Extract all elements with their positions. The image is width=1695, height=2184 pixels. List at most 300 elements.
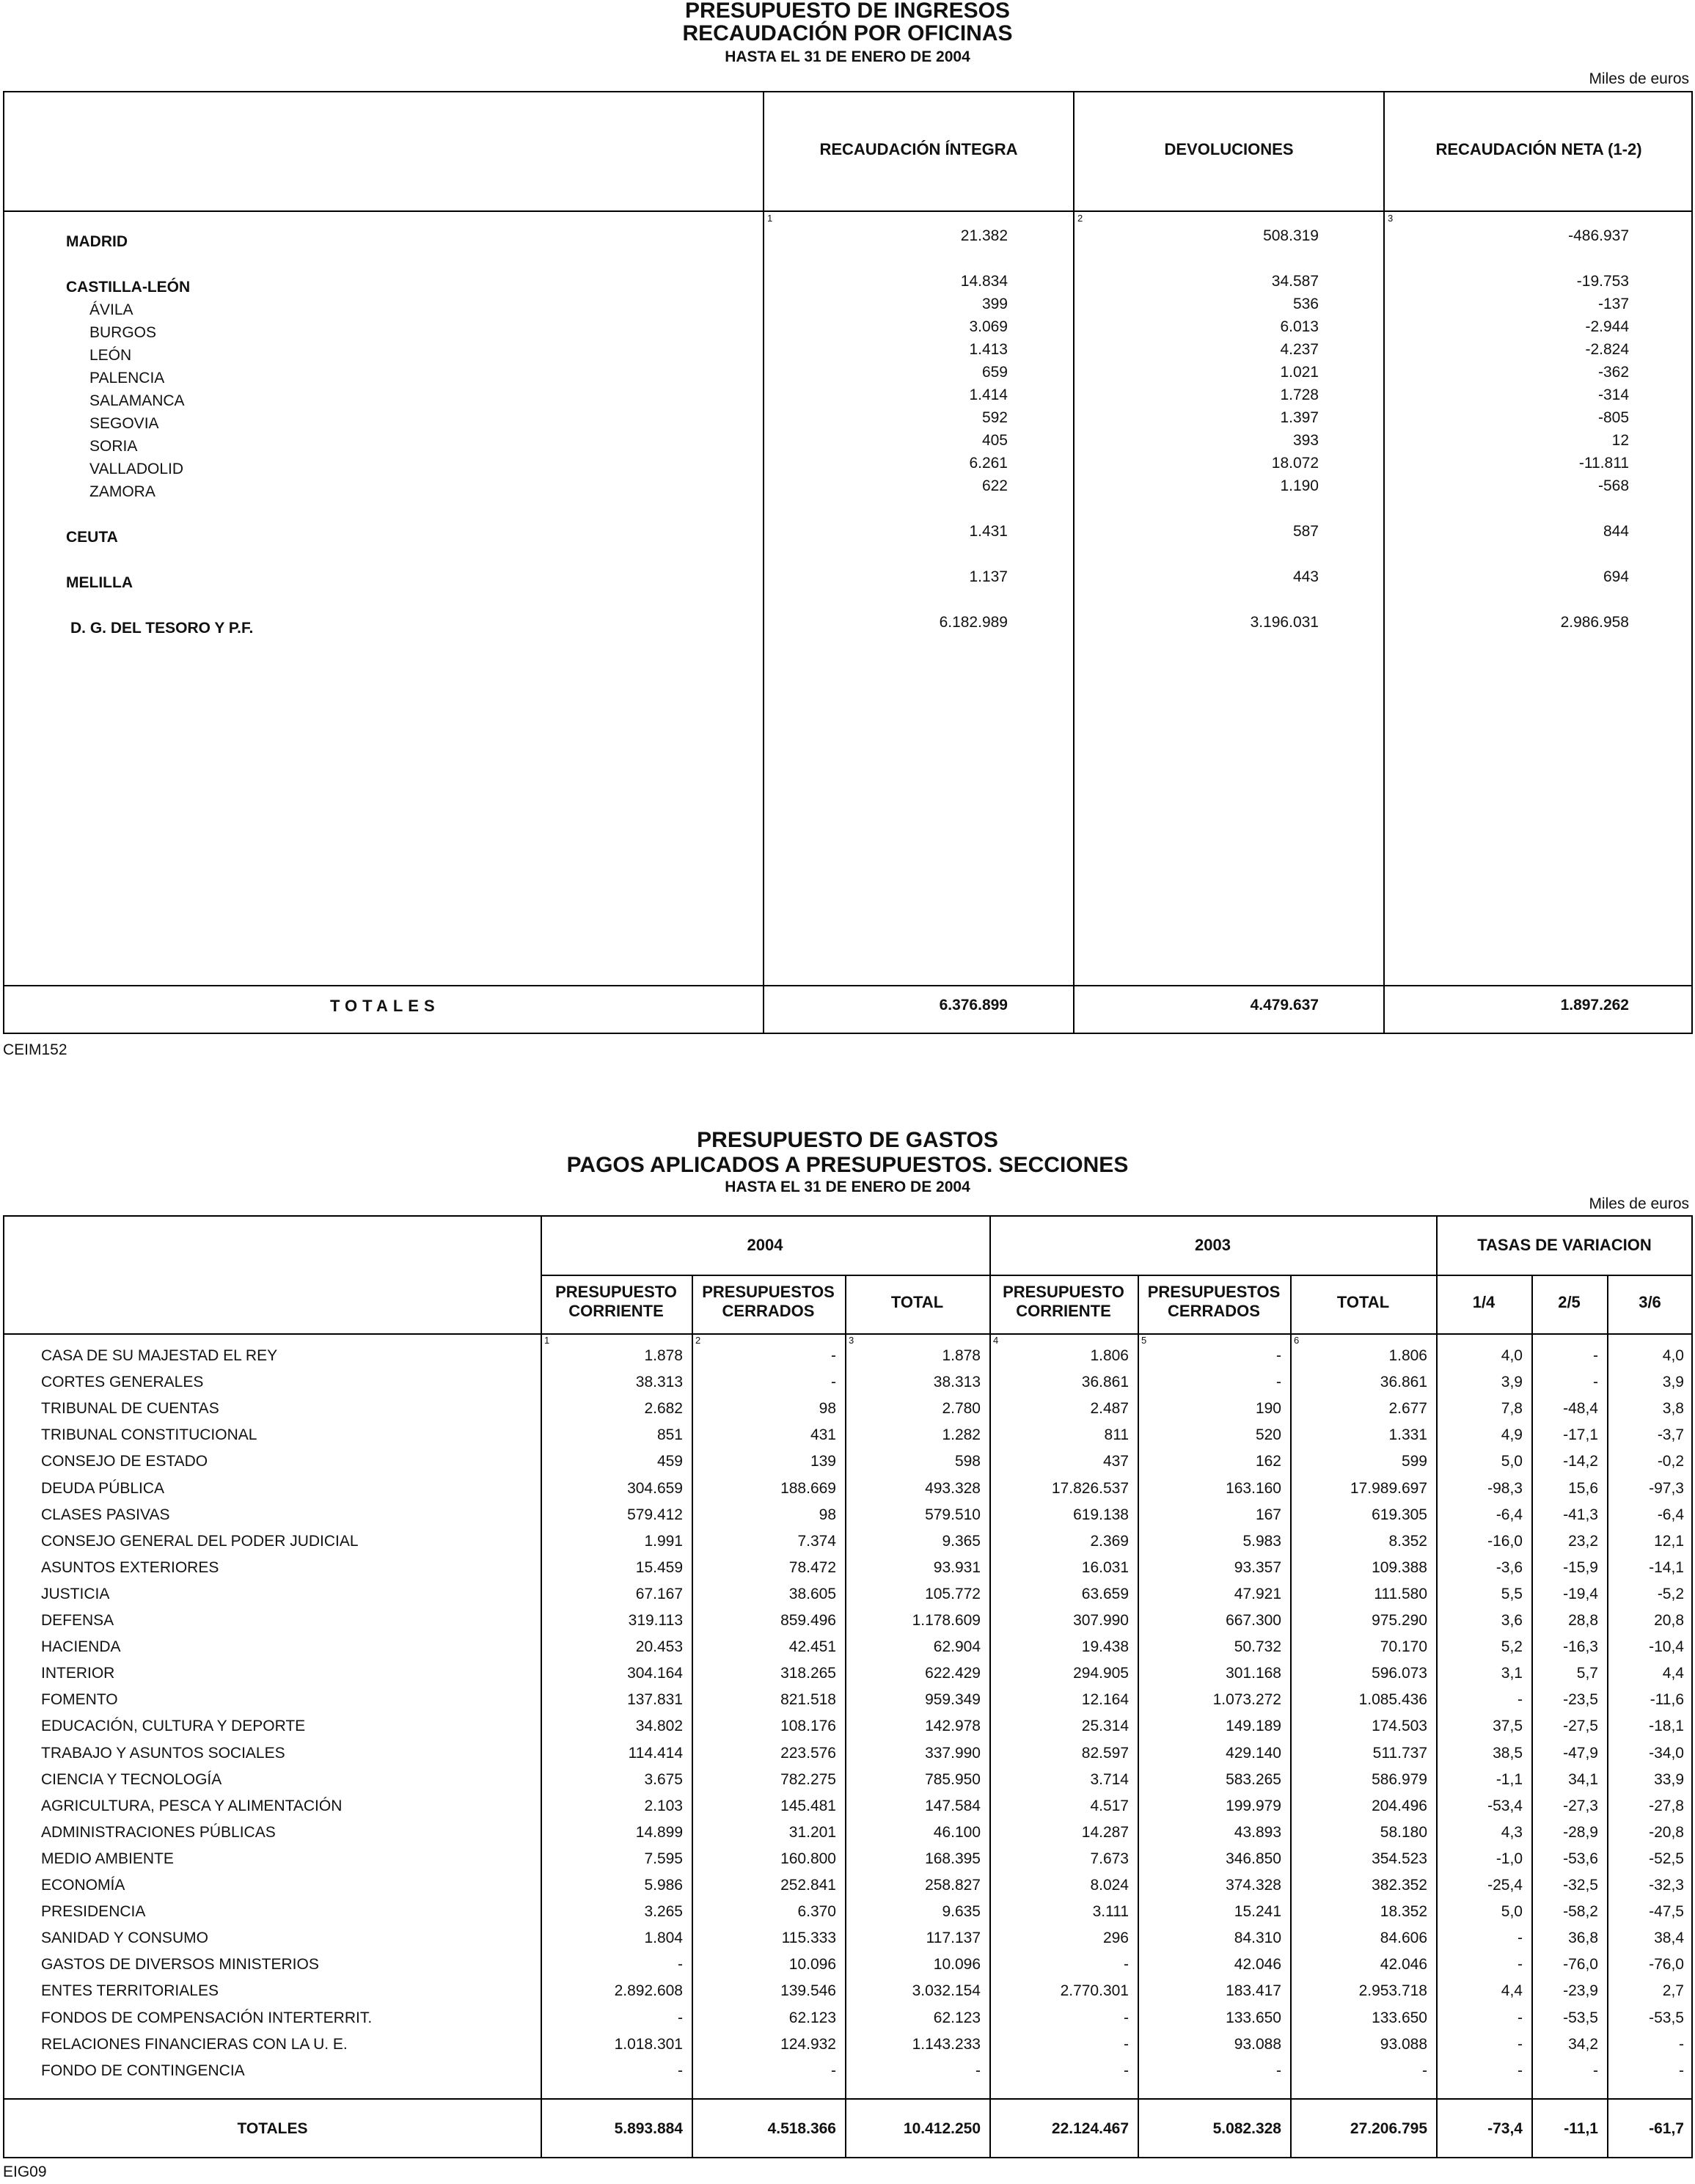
- gastos-column-header-line: CERRADOS: [1168, 1302, 1260, 1320]
- gastos-column-header-line: 3/6: [1639, 1293, 1661, 1311]
- ingresos-cell: 659: [981, 364, 1008, 381]
- ingresos-cell: 1.137: [969, 568, 1008, 585]
- gastos-cell: 3.032.154: [912, 1982, 981, 1999]
- ingresos-cell: 694: [1603, 568, 1629, 585]
- ingresos-column-number: 1: [767, 213, 773, 224]
- ingresos-header-recaudacion-integra: RECAUDACIÓN ÍNTEGRA: [819, 140, 1018, 158]
- gastos-cell: 42.046: [1380, 1956, 1427, 1973]
- gastos-column-header-line: PRESUPUESTO: [1003, 1283, 1124, 1301]
- gastos-cell: 23,2: [1568, 1533, 1598, 1550]
- ingresos-date: HASTA EL 31 DE ENERO DE 2004: [725, 48, 970, 65]
- gastos-cell: 296: [1102, 1930, 1129, 1946]
- gastos-column-header: [989, 1283, 1138, 1321]
- gastos-row-label: CONSEJO GENERAL DEL PODER JUDICIAL: [41, 1533, 359, 1550]
- gastos-cell: 19.438: [1081, 1638, 1129, 1655]
- ingresos-column-number: 2: [1077, 213, 1083, 224]
- gastos-cell: 142.978: [925, 1718, 981, 1734]
- gastos-cell: 859.496: [780, 1612, 836, 1629]
- gastos-cell: 3,6: [1501, 1612, 1523, 1629]
- gastos-cell: -11,6: [1650, 1691, 1684, 1708]
- gastos-cell: 851: [656, 1426, 683, 1443]
- gastos-cell: 42.046: [1234, 1956, 1281, 1973]
- gastos-cell: 163.160: [1226, 1480, 1281, 1497]
- gastos-cell: 114.414: [628, 1745, 683, 1762]
- gastos-cell: 36.861: [1380, 1374, 1427, 1390]
- ingresos-header-devoluciones: DEVOLUCIONES: [1164, 140, 1294, 158]
- gastos-cell: 2.780: [942, 1400, 981, 1417]
- gastos-cell: 598: [954, 1453, 981, 1470]
- gastos-cell: -1,1: [1496, 1771, 1523, 1788]
- gastos-units: Miles de euros: [1589, 1195, 1689, 1212]
- gastos-cell: -20,8: [1649, 1824, 1684, 1841]
- gastos-cell: 147.584: [925, 1798, 981, 1814]
- ingresos-column-number: 3: [1388, 213, 1394, 224]
- gastos-cell: 12.164: [1081, 1691, 1129, 1708]
- gastos-cell: -16,3: [1563, 1638, 1598, 1655]
- gastos-row-label: CONSEJO DE ESTADO: [41, 1453, 208, 1470]
- gastos-cell: -97,3: [1649, 1480, 1684, 1497]
- gastos-total-cell: 22.124.467: [1051, 2120, 1129, 2137]
- gastos-cell: 579.412: [627, 1506, 683, 1523]
- gastos-cell: 9.365: [942, 1533, 981, 1550]
- gastos-row-label: FOMENTO: [41, 1691, 118, 1708]
- gastos-cell: 619.305: [1372, 1506, 1427, 1523]
- gastos-cell: -: [1276, 1374, 1281, 1390]
- gastos-cell: 493.328: [925, 1480, 981, 1497]
- gastos-cell: -: [1593, 1347, 1598, 1364]
- gastos-row-label: TRABAJO Y ASUNTOS SOCIALES: [41, 1745, 285, 1762]
- gastos-cell: 319.113: [628, 1612, 683, 1629]
- gastos-cell: -3,6: [1496, 1559, 1523, 1576]
- gastos-cell: 38.605: [788, 1586, 836, 1602]
- gastos-date: HASTA EL 31 DE ENERO DE 2004: [725, 1179, 970, 1195]
- gastos-cell: -: [831, 1374, 836, 1390]
- gastos-column-number: 5: [1141, 1335, 1147, 1346]
- gastos-cell: 188.669: [780, 1480, 836, 1497]
- gastos-column-header: [1607, 1293, 1693, 1312]
- gastos-cell: 1.331: [1388, 1426, 1427, 1443]
- gastos-column-header: [1531, 1293, 1607, 1312]
- gastos-cell: 20,8: [1654, 1612, 1684, 1629]
- gastos-cell: 183.417: [1226, 1982, 1281, 1999]
- ingresos-cell: 1.431: [969, 523, 1008, 540]
- gastos-cell: 145.481: [780, 1798, 836, 1814]
- gastos-cell: 258.827: [925, 1877, 981, 1894]
- gastos-cell: 28,8: [1568, 1612, 1598, 1629]
- ingresos-row-label: SORIA: [89, 438, 138, 455]
- gastos-cell: -58,2: [1563, 1903, 1598, 1920]
- gastos-column-number: 6: [1294, 1335, 1300, 1346]
- ingresos-row-label: PALENCIA: [89, 370, 165, 386]
- gastos-row-label: SANIDAD Y CONSUMO: [41, 1930, 208, 1946]
- gastos-cell: 7.673: [1090, 1850, 1129, 1867]
- gastos-cell: 1.804: [644, 1930, 683, 1946]
- gastos-cell: 9.635: [942, 1903, 981, 1920]
- gastos-total-cell: 27.206.795: [1350, 2120, 1427, 2137]
- gastos-cell: 167: [1255, 1506, 1281, 1523]
- gastos-cell: -76,0: [1649, 1956, 1684, 1973]
- gastos-cell: 7,8: [1501, 1400, 1523, 1417]
- gastos-cell: 2.682: [644, 1400, 683, 1417]
- gastos-cell: 307.990: [1073, 1612, 1129, 1629]
- gastos-cell: 14.287: [1081, 1824, 1129, 1841]
- gastos-cell: 17.826.537: [1051, 1480, 1129, 1497]
- gastos-cell: -47,5: [1649, 1903, 1684, 1920]
- gastos-cell: 98: [819, 1506, 836, 1523]
- gastos-cell: 204.496: [1372, 1798, 1427, 1814]
- gastos-col-divider: [1290, 1275, 1292, 2157]
- gastos-cell: -19,4: [1563, 1586, 1598, 1602]
- ingresos-cell: 21.382: [960, 227, 1008, 244]
- gastos-cell: 667.300: [1226, 1612, 1281, 1629]
- gastos-cell: -6,4: [1657, 1506, 1684, 1523]
- gastos-cell: 43.893: [1234, 1824, 1281, 1841]
- gastos-cell: -: [1124, 2062, 1129, 2079]
- gastos-cell: -10,4: [1649, 1638, 1684, 1655]
- gastos-cell: -53,6: [1563, 1850, 1598, 1867]
- gastos-cell: 3.111: [1092, 1903, 1129, 1920]
- gastos-cell: 599: [1401, 1453, 1427, 1470]
- gastos-cell: 93.088: [1380, 2036, 1427, 2053]
- gastos-cell: -: [1518, 1956, 1523, 1973]
- gastos-cell: 1.806: [1388, 1347, 1427, 1364]
- ingresos-cell: 508.319: [1263, 227, 1319, 244]
- gastos-cell: -: [1593, 2062, 1598, 2079]
- ingresos-cell: 1.021: [1280, 364, 1319, 381]
- ingresos-row-label: SEGOVIA: [89, 415, 159, 432]
- gastos-cell: 5.986: [644, 1877, 683, 1894]
- gastos-cell: -: [1679, 2062, 1684, 2079]
- ingresos-cell: 12: [1611, 432, 1629, 449]
- gastos-cell: 622.429: [925, 1665, 981, 1682]
- ingresos-row-label: SALAMANCA: [89, 392, 185, 409]
- gastos-row-label: FONDOS DE COMPENSACIÓN INTERTERRIT.: [41, 2009, 373, 2026]
- gastos-cell: 7.374: [797, 1533, 836, 1550]
- gastos-cell: -17,1: [1563, 1426, 1598, 1443]
- gastos-cell: 14.899: [635, 1824, 683, 1841]
- gastos-cell: -3,7: [1657, 1426, 1684, 1443]
- ingresos-cell: -805: [1597, 409, 1629, 426]
- gastos-group-divider: [541, 1275, 1691, 1276]
- gastos-cell: -: [678, 2062, 683, 2079]
- gastos-cell: 1.282: [942, 1426, 981, 1443]
- ingresos-cell: 6.182.989: [939, 614, 1008, 631]
- gastos-cell: 93.357: [1234, 1559, 1281, 1576]
- gastos-cell: -28,9: [1563, 1824, 1598, 1841]
- gastos-cell: 3.265: [644, 1903, 683, 1920]
- gastos-cell: -: [1518, 2009, 1523, 2026]
- gastos-column-header-line: CORRIENTE: [1016, 1302, 1111, 1320]
- gastos-cell: 374.328: [1226, 1877, 1281, 1894]
- gastos-cell: 6.370: [797, 1903, 836, 1920]
- gastos-total-cell: -61,7: [1649, 2120, 1684, 2137]
- gastos-column-number: 3: [849, 1335, 854, 1346]
- gastos-row-label: ECONOMÍA: [41, 1877, 125, 1894]
- gastos-cell: 811: [1104, 1426, 1129, 1443]
- gastos-column-header: [692, 1283, 845, 1321]
- gastos-total-cell: 10.412.250: [903, 2120, 981, 2137]
- gastos-column-header: [1290, 1293, 1436, 1312]
- gastos-row-label: ADMINISTRACIONES PÚBLICAS: [41, 1824, 276, 1841]
- gastos-cell: -27,5: [1563, 1718, 1598, 1734]
- ingresos-cell: -19.753: [1576, 273, 1629, 290]
- gastos-cell: 785.950: [925, 1771, 981, 1788]
- gastos-column-header-line: 1/4: [1472, 1293, 1496, 1311]
- gastos-cell: -: [1124, 2036, 1129, 2053]
- ingresos-cell: 622: [981, 477, 1008, 494]
- gastos-cell: 5,0: [1501, 1903, 1523, 1920]
- gastos-cell: -23,5: [1563, 1691, 1598, 1708]
- gastos-cell: 82.597: [1081, 1745, 1129, 1762]
- ingresos-col-divider: [1073, 92, 1075, 1033]
- gastos-cell: 84.310: [1234, 1930, 1281, 1946]
- gastos-cell: 5,5: [1501, 1586, 1523, 1602]
- gastos-cell: 619.138: [1073, 1506, 1129, 1523]
- ingresos-cell: -2.824: [1585, 341, 1629, 358]
- ingresos-col-divider: [763, 92, 764, 1033]
- gastos-cell: 17.989.697: [1350, 1480, 1427, 1497]
- gastos-cell: 337.990: [925, 1745, 981, 1762]
- ingresos-table: [3, 91, 1693, 1034]
- ingresos-cell: 1.190: [1280, 477, 1319, 494]
- gastos-cell: 38.313: [635, 1374, 683, 1390]
- gastos-column-header-line: CERRADOS: [722, 1302, 815, 1320]
- ingresos-cell: 536: [1292, 296, 1319, 312]
- gastos-cell: 431: [810, 1426, 836, 1443]
- gastos-group-header: 2003: [1195, 1236, 1231, 1254]
- gastos-cell: 3.675: [644, 1771, 683, 1788]
- gastos-cell: 46.100: [933, 1824, 981, 1841]
- gastos-cell: 1.085.436: [1358, 1691, 1427, 1708]
- ingresos-cell: 1.414: [969, 386, 1008, 403]
- gastos-cell: 115.333: [781, 1930, 836, 1946]
- gastos-cell: 1.073.272: [1212, 1691, 1281, 1708]
- gastos-column-header: [541, 1283, 692, 1321]
- gastos-cell: 583.265: [1226, 1771, 1281, 1788]
- gastos-column-header-line: PRESUPUESTO: [555, 1283, 677, 1301]
- gastos-cell: 1.991: [644, 1533, 683, 1550]
- gastos-cell: 31.201: [788, 1824, 836, 1841]
- gastos-cell: 3,8: [1662, 1400, 1684, 1417]
- ingresos-total-neta: 1.897.262: [1560, 997, 1629, 1014]
- gastos-cell: 2.487: [1090, 1400, 1129, 1417]
- ingresos-cell: 587: [1292, 523, 1319, 540]
- gastos-cell: 162: [1255, 1453, 1281, 1470]
- gastos-cell: 47.921: [1234, 1586, 1281, 1602]
- gastos-cell: 437: [1102, 1453, 1129, 1470]
- gastos-cell: 190: [1255, 1400, 1281, 1417]
- gastos-cell: -53,5: [1649, 2009, 1684, 2026]
- ingresos-col-divider: [1383, 92, 1385, 1033]
- gastos-cell: 78.472: [788, 1559, 836, 1576]
- gastos-row-label: JUSTICIA: [41, 1586, 110, 1602]
- gastos-row-label: CLASES PASIVAS: [41, 1506, 170, 1523]
- ingresos-cell: 1.397: [1280, 409, 1319, 426]
- gastos-row-label: GASTOS DE DIVERSOS MINISTERIOS: [41, 1956, 319, 1973]
- ingresos-header-divider: [4, 210, 1691, 212]
- gastos-cell: 174.503: [1372, 1718, 1427, 1734]
- gastos-cell: 108.176: [780, 1718, 836, 1734]
- gastos-title: PRESUPUESTO DE GASTOS: [697, 1128, 998, 1152]
- gastos-column-number: 1: [544, 1335, 550, 1346]
- gastos-cell: 70.170: [1380, 1638, 1427, 1655]
- gastos-cell: 139.546: [780, 1982, 836, 1999]
- gastos-cell: -: [975, 2062, 981, 2079]
- gastos-cell: 429.140: [1226, 1745, 1281, 1762]
- gastos-row-label: CASA DE SU MAJESTAD EL REY: [41, 1347, 278, 1364]
- gastos-cell: 139: [810, 1453, 836, 1470]
- gastos-cell: -34,0: [1649, 1745, 1684, 1762]
- gastos-cell: 8.352: [1388, 1533, 1427, 1550]
- gastos-cell: 3,9: [1501, 1374, 1523, 1390]
- gastos-cell: 782.275: [780, 1771, 836, 1788]
- gastos-column-header-line: 2/5: [1558, 1293, 1581, 1311]
- gastos-cell: 1.143.233: [912, 2036, 981, 2053]
- ingresos-cell: 405: [981, 432, 1008, 449]
- gastos-cell: -15,9: [1563, 1559, 1598, 1576]
- gastos-cell: 7.595: [644, 1850, 683, 1867]
- gastos-col-divider: [989, 1217, 991, 2157]
- gastos-cell: 160.800: [780, 1850, 836, 1867]
- gastos-cell: 4,3: [1501, 1824, 1523, 1841]
- ingresos-cell: 399: [981, 296, 1008, 312]
- gastos-cell: 354.523: [1372, 1850, 1427, 1867]
- gastos-cell: 5,0: [1501, 1453, 1523, 1470]
- ingresos-cell: 6.261: [969, 455, 1008, 472]
- gastos-cell: 42.451: [788, 1638, 836, 1655]
- gastos-cell: 34,1: [1568, 1771, 1598, 1788]
- ingresos-units: Miles de euros: [1589, 70, 1689, 87]
- ingresos-subtitle: RECAUDACIÓN POR OFICINAS: [682, 21, 1013, 45]
- gastos-cell: 93.931: [933, 1559, 981, 1576]
- gastos-cell: 34.802: [635, 1718, 683, 1734]
- gastos-cell: 105.772: [925, 1586, 981, 1602]
- gastos-col-divider: [692, 1275, 693, 2157]
- ingresos-title: PRESUPUESTO DE INGRESOS: [685, 0, 1010, 23]
- gastos-cell: -5,2: [1657, 1586, 1684, 1602]
- gastos-row-label: ENTES TERRITORIALES: [41, 1982, 219, 1999]
- ingresos-row-label: ÁVILA: [89, 301, 133, 318]
- ingresos-cell: 592: [981, 409, 1008, 426]
- gastos-cell: 4,9: [1501, 1426, 1523, 1443]
- ingresos-cell: -2.944: [1585, 318, 1629, 335]
- gastos-cell: -: [1593, 1374, 1598, 1390]
- gastos-cell: 2.770.301: [1060, 1982, 1129, 1999]
- gastos-total-cell: 5.082.328: [1212, 2120, 1281, 2137]
- ingresos-cell: 393: [1292, 432, 1319, 449]
- gastos-cell: 16.031: [1081, 1559, 1129, 1576]
- gastos-cell: -18,1: [1649, 1718, 1684, 1734]
- ingresos-header-recaudacion-neta: RECAUDACIÓN NETA (1-2): [1435, 140, 1642, 158]
- ingresos-row-label: MADRID: [66, 233, 128, 250]
- ingresos-cell: 3.196.031: [1250, 614, 1319, 631]
- gastos-cell: -32,3: [1649, 1877, 1684, 1894]
- gastos-column-header-line: PRESUPUESTOS: [702, 1283, 835, 1301]
- gastos-cell: 1.878: [942, 1347, 981, 1364]
- gastos-cell: 93.088: [1234, 2036, 1281, 2053]
- ingresos-cell: 34.587: [1271, 273, 1319, 290]
- gastos-cell: 8.024: [1090, 1877, 1129, 1894]
- gastos-cell: -14,1: [1649, 1559, 1684, 1576]
- gastos-cell: 33,9: [1654, 1771, 1684, 1788]
- gastos-cell: 25.314: [1081, 1718, 1129, 1734]
- gastos-cell: -6,4: [1496, 1506, 1523, 1523]
- gastos-cell: 10.096: [788, 1956, 836, 1973]
- gastos-cell: 133.650: [1226, 2009, 1281, 2026]
- gastos-cell: 252.841: [780, 1877, 836, 1894]
- gastos-row-label: AGRICULTURA, PESCA Y ALIMENTACIÓN: [41, 1798, 343, 1814]
- gastos-cell: -23,9: [1563, 1982, 1598, 1999]
- ingresos-cell: 1.413: [969, 341, 1008, 358]
- gastos-cell: 3,1: [1501, 1665, 1523, 1682]
- gastos-cell: 4.517: [1090, 1798, 1129, 1814]
- gastos-cell: 63.659: [1081, 1586, 1129, 1602]
- gastos-totals-label: TOTALES: [237, 2120, 308, 2137]
- gastos-cell: 3.714: [1090, 1771, 1129, 1788]
- gastos-column-number: 4: [993, 1335, 999, 1346]
- gastos-cell: -: [831, 1347, 836, 1364]
- ingresos-cell: -137: [1597, 296, 1629, 312]
- ingresos-row-label: CASTILLA-LEÓN: [66, 279, 191, 296]
- gastos-cell: -27,8: [1649, 1798, 1684, 1814]
- gastos-cell: -: [1124, 1956, 1129, 1973]
- gastos-cell: 301.168: [1226, 1665, 1281, 1682]
- gastos-total-cell: -73,4: [1487, 2120, 1523, 2137]
- gastos-totals-divider: [4, 2098, 1691, 2100]
- gastos-cell: -: [1518, 2036, 1523, 2053]
- gastos-cell: -1,0: [1496, 1850, 1523, 1867]
- gastos-cell: 4,4: [1501, 1982, 1523, 1999]
- gastos-cell: -16,0: [1487, 1533, 1523, 1550]
- gastos-row-label: EDUCACIÓN, CULTURA Y DEPORTE: [41, 1718, 306, 1734]
- gastos-cell: -: [1124, 2009, 1129, 2026]
- gastos-row-label: HACIENDA: [41, 1638, 121, 1655]
- gastos-cell: 37,5: [1493, 1718, 1523, 1734]
- gastos-cell: 98: [819, 1400, 836, 1417]
- gastos-cell: -: [1518, 1930, 1523, 1946]
- gastos-cell: 1.806: [1090, 1347, 1129, 1364]
- gastos-column-header-line: CORRIENTE: [568, 1302, 664, 1320]
- ingresos-cell: 3.069: [969, 318, 1008, 335]
- ingresos-row-label: ZAMORA: [89, 483, 155, 500]
- gastos-cell: -25,4: [1487, 1877, 1523, 1894]
- gastos-col-divider: [845, 1275, 846, 2157]
- gastos-cell: 294.905: [1073, 1665, 1129, 1682]
- gastos-cell: 20.453: [635, 1638, 683, 1655]
- gastos-cell: 3,9: [1662, 1374, 1684, 1390]
- gastos-cell: 124.932: [780, 2036, 836, 2053]
- gastos-row-label: CORTES GENERALES: [41, 1374, 204, 1390]
- ingresos-cell: 443: [1292, 568, 1319, 585]
- gastos-cell: -52,5: [1649, 1850, 1684, 1867]
- gastos-cell: 975.290: [1372, 1612, 1427, 1629]
- gastos-cell: -: [1679, 2036, 1684, 2053]
- ingresos-row-label: LEÓN: [89, 347, 132, 364]
- gastos-cell: -14,2: [1563, 1453, 1598, 1470]
- gastos-row-label: CIENCIA Y TECNOLOGÍA: [41, 1771, 222, 1788]
- ingresos-totals-divider: [4, 985, 1691, 986]
- gastos-cell: 38,5: [1493, 1745, 1523, 1762]
- ingresos-row-label: D. G. DEL TESORO Y P.F.: [70, 620, 254, 637]
- gastos-cell: 15.241: [1234, 1903, 1281, 1920]
- gastos-cell: -47,9: [1563, 1745, 1598, 1762]
- ingresos-cell: -568: [1597, 477, 1629, 494]
- ingresos-cell: 2.986.958: [1560, 614, 1629, 631]
- ingresos-cell: -362: [1597, 364, 1629, 381]
- gastos-cell: -: [678, 1956, 683, 1973]
- gastos-cell: 149.189: [1226, 1718, 1281, 1734]
- gastos-cell: 34,2: [1568, 2036, 1598, 2053]
